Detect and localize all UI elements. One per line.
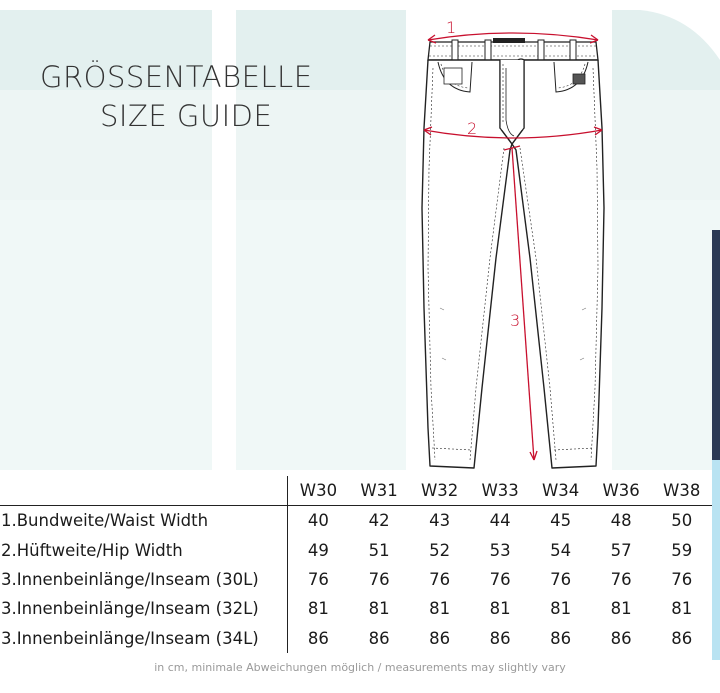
measure-label-3: 3 [510, 311, 521, 330]
table-cell: 81 [671, 599, 693, 619]
footnote: in cm, minimale Abweichungen möglich / measurements may slightly vary [154, 661, 566, 674]
table-row-inseam-32l [0, 594, 712, 623]
table-cell: 54 [550, 540, 572, 560]
table-cell: 86 [368, 628, 390, 648]
table-cell: 76 [307, 569, 329, 589]
table-cell: 86 [429, 628, 451, 648]
size-header-w34: W34 [541, 481, 580, 500]
table-cell: 76 [429, 569, 451, 589]
table-cell: 43 [429, 511, 451, 531]
table-cell: 86 [307, 628, 329, 648]
size-header-w32: W32 [420, 481, 459, 500]
row-label: 1.Bundweite/Waist Width [0, 506, 288, 536]
table-row-inseam-34l [0, 624, 712, 653]
table-cell: 76 [368, 569, 390, 589]
brand-tag [573, 74, 585, 84]
table-cell: 86 [550, 628, 572, 648]
size-header-w31: W31 [360, 481, 398, 500]
table-row-inseam-30l [0, 565, 712, 594]
measure-label-1: 1 [446, 18, 457, 37]
table-cell: 81 [429, 599, 451, 619]
table-cell: 44 [489, 511, 511, 531]
table-cell: 76 [610, 569, 632, 589]
table-cell: 76 [671, 569, 693, 589]
right-leg [512, 60, 604, 468]
table-cell: 81 [610, 599, 632, 619]
size-header-w33: W33 [481, 481, 519, 500]
row-label: 3.Innenbeinlänge/Inseam (30L) [0, 565, 288, 594]
row-label: 2.Hüftweite/Hip Width [0, 535, 288, 564]
row-label: 3.Innenbeinlänge/Inseam (32L) [0, 594, 288, 623]
table-cell: 76 [550, 569, 572, 589]
table-cell: 52 [429, 540, 451, 560]
header-corner [0, 476, 288, 506]
size-header-w38: W38 [663, 481, 701, 500]
table-cell: 50 [671, 511, 693, 531]
page-subtitle: SIZE GUIDE [100, 99, 273, 133]
table-cell: 86 [610, 628, 632, 648]
size-header-w36: W36 [602, 481, 640, 500]
table-cell: 81 [489, 599, 511, 619]
size-header-row [0, 476, 712, 506]
table-cell: 81 [368, 599, 390, 619]
table-row-hip [0, 535, 712, 564]
table-cell: 86 [489, 628, 511, 648]
table-cell: 57 [610, 540, 632, 560]
table-row-waist [0, 506, 712, 536]
table-cell: 40 [307, 511, 329, 531]
table-cell: 51 [368, 540, 390, 560]
table-cell: 81 [550, 599, 572, 619]
measure-label-2: 2 [467, 119, 478, 138]
jeans-diagram [400, 8, 630, 478]
table-cell: 45 [550, 511, 572, 531]
table-cell: 48 [610, 511, 632, 531]
size-header-w30: W30 [299, 481, 338, 500]
size-table [0, 476, 712, 653]
table-cell: 81 [307, 599, 329, 619]
table-cell: 86 [671, 628, 693, 648]
row-label: 3.Innenbeinlänge/Inseam (34L) [0, 624, 288, 653]
table-cell: 59 [671, 540, 693, 560]
page-title: GRÖSSENTABELLE [40, 60, 313, 94]
table-cell: 53 [489, 540, 511, 560]
table-cell: 42 [368, 511, 390, 531]
waistband-patch [493, 38, 525, 43]
table-cell: 76 [489, 569, 511, 589]
table-cell: 49 [307, 540, 329, 560]
